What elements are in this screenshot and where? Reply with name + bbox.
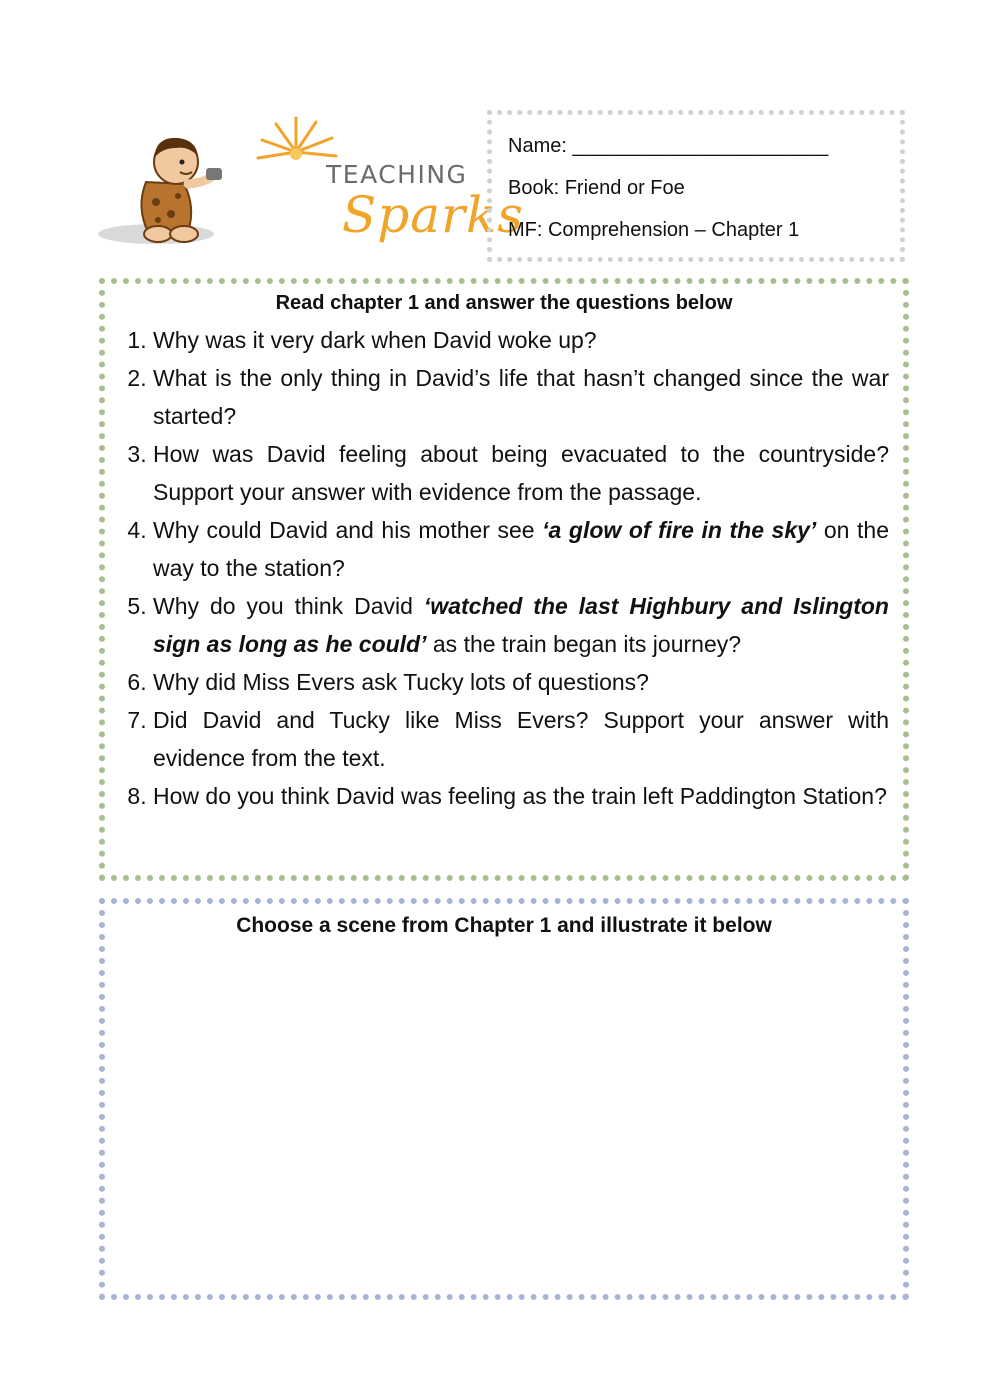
book-title: Book: Friend or Foe [508,177,685,199]
questions-list [119,321,889,815]
question-item: 1. Why was it very dark when David woke up? [153,321,889,359]
question-item: 2. What is the only thing in David’s life that hasn’t changed since the war started? [153,359,889,435]
logo-text-sparks: Sparks [342,186,524,244]
teaching-sparks-logo [96,112,524,262]
info-box [487,110,905,262]
name-field: Name: _______________________ [508,135,829,157]
quote-text: ‘watched the last Highbury and Islington sign as long as he could’ [153,593,889,657]
question-item: 3. How was David feeling about being evacuated to the countryside? Support your answer with evidence from the passage. [153,435,889,511]
illustration-section[interactable] [99,898,909,1300]
question-item: 6. Why did Miss Evers ask Tucky lots of questions? [153,663,889,701]
logo-text-teaching: TEACHING [326,160,468,189]
quote-text: ‘a glow of fire in the sky’ [542,517,817,543]
question-item: 5. Why do you think David ‘watched the last Highbury and Islington sign as long as he could’ as the train began its journey? [153,587,889,663]
question-item: 7. Did David and Tucky like Miss Evers? Support your answer with evidence from the text. [153,701,889,777]
question-item: 8. How do you think David was feeling as the train left Paddington Station? [153,777,889,815]
questions-title: Read chapter 1 and answer the questions below [275,292,733,314]
mf-subtitle: MF: Comprehension – Chapter 1 [508,219,800,241]
caveman-mascot-icon [96,112,246,262]
question-item: 4. Why could David and his mother see ‘a glow of fire in the sky’ on the way to the station? [153,511,889,587]
questions-section [99,278,909,881]
illustration-title: Choose a scene from Chapter 1 and illustrate it below [236,914,772,937]
